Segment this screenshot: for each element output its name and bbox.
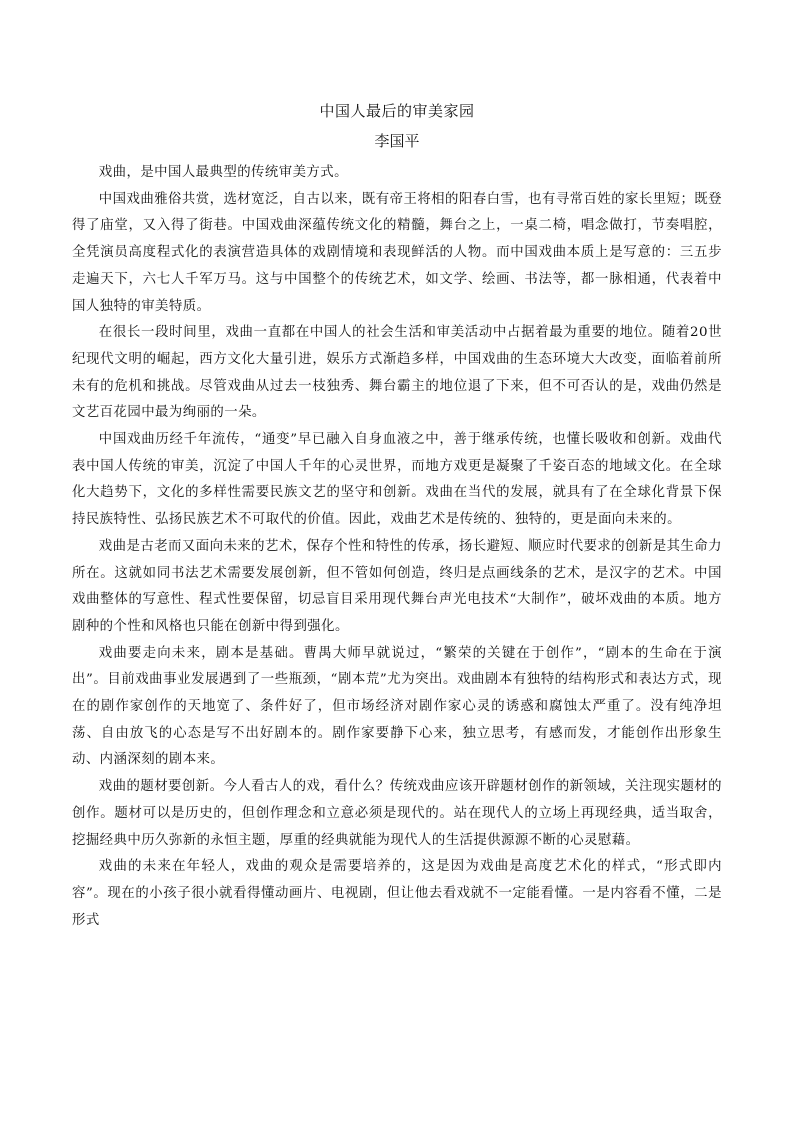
document-body <box>72 160 722 934</box>
paragraph: 戏曲是古老而又面向未来的艺术，保存个性和特性的传承，扬长避短、顺应时代要求的创新是其生命力所在。这就如同书法艺术需要发展创新，但不管如何创造，终归是点画线条的艺术，是汉字的艺术。中国戏曲整体的写意性、程式性要保留，切忌盲目采用现代舞台声光电技术“大制作”，破坏戏曲的本质。地方剧种的个性和风格也只能在创新中得到强化。 <box>72 538 722 634</box>
paragraph: 戏曲，是中国人最典型的传统审美方式。 <box>98 165 348 180</box>
paragraph: 戏曲的题材要创新。今人看古人的戏，看什么？传统戏曲应该开辟题材创作的新领域，关注现实题材的创作。题材可以是历史的，但创作理念和立意必须是现代的。站在现代人的立场上再现经典，适当取舍，挖掘经典中历久弥新的永恒主题，厚重的经典就能为现代人的生活提供源源不断的心灵慰藉。 <box>72 779 722 848</box>
paragraph: 戏曲要走向未来，剧本是基础。曹禺大师早就说过，“繁荣的关键在于创作”，“剧本的生命在于演出”。目前戏曲事业发展遇到了一些瓶颈，“剧本荒”尤为突出。戏曲剧本有独特的结构形式和表达方式，现在的剧作家创作的天地宽了、条件好了，但市场经济对剧作家心灵的诱惑和腐蚀太严重了。没有纯净坦荡、自由放飞的心态是写不出好剧本的。剧作家要静下心来，独立思考，有感而发，才能创作出形象生动、内涵深刻的剧本来。 <box>72 645 722 768</box>
document-author: 李国平 <box>374 132 420 150</box>
paragraph: 戏曲的未来在年轻人，戏曲的观众是需要培养的，这是因为戏曲是高度艺术化的样式，“形式即内容”。现在的小孩子很小就看得懂动画片、电视剧，但让他去看戏就不一定能看懂。一是内容看不懂，二是形式 <box>72 859 722 928</box>
document-title: 中国人最后的审美家园 <box>319 102 475 120</box>
paragraph: 在很长一段时间里，戏曲一直都在中国人的社会生活和审美活动中占据着最为重要的地位。随着20世纪现代文明的崛起，西方文化大量引进，娱乐方式渐趋多样，中国戏曲的生态环境大大改变，面临着前所未有的危机和挑战。尽管戏曲从过去一枝独秀、舞台霸主的地位退了下来，但不可否认的是，戏曲仍然是文艺百花园中最为绚丽的一朵。 <box>72 325 722 421</box>
paragraph: 中国戏曲雅俗共赏，选材宽泛，自古以来，既有帝王将相的阳春白雪，也有寻常百姓的家长里短；既登得了庙堂，又入得了街巷。中国戏曲深蕴传统文化的精髓，舞台之上，一桌二椅，唱念做打，节奏唱腔，全凭演员高度程式化的表演营造具体的戏剧情境和表现鲜活的人物。而中国戏曲本质上是写意的：三五步走遍天下，六七人千军万马。这与中国整个的传统艺术，如文学、绘画、书法等，都一脉相通，代表着中国人独特的审美特质。 <box>72 191 722 314</box>
paragraph: 中国戏曲历经千年流传，“通变”早已融入自身血液之中，善于继承传统，也懂长吸收和创新。戏曲代表中国人传统的审美，沉淀了中国人千年的心灵世界，而地方戏更是凝聚了千姿百态的地域文化。在全球化大趋势下，文化的多样性需要民族文艺的坚守和创新。戏曲在当代的发展，就具有了在全球化背景下保持民族特性、弘扬民族艺术不可取代的价值。因此，戏曲艺术是传统的、独特的，更是面向未来的。 <box>72 432 722 528</box>
